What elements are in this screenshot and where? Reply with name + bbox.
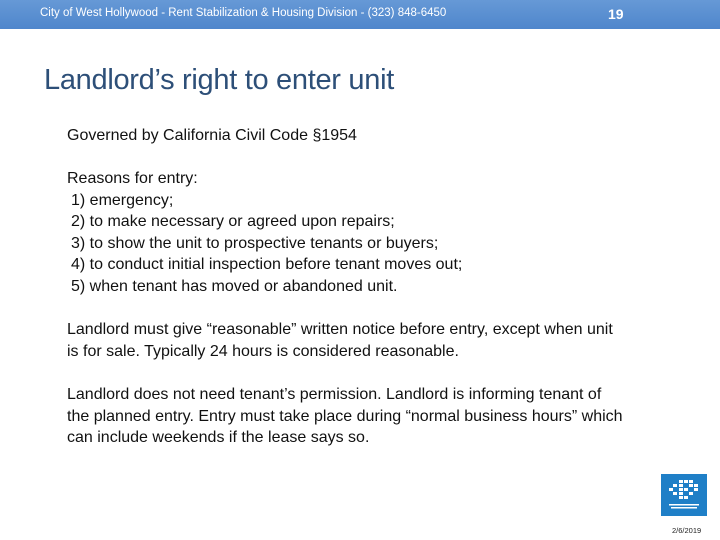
notice-paragraph: Landlord must give “reasonable” written notice before entry, except when unit is for sale. Typically 24 hours is considered reasonable. [67, 321, 613, 360]
reason-item: 1) emergency; [71, 191, 174, 209]
reason-item: 2) to make necessary or agreed upon repairs; [71, 213, 395, 230]
reason-item: 4) to conduct initial inspection before tenant moves out; [71, 256, 463, 273]
reasons-list [67, 168, 462, 297]
date-text: 2/6/2019 [672, 526, 702, 535]
permission-paragraph: Landlord does not need tenant’s permission. Landlord is informing tenant of the planned entry. Entry must take place during “normal business hours” which can include weekends if the lease says so. [67, 386, 623, 446]
reason-item: 5) when tenant has moved or abandoned unit. [71, 277, 398, 295]
city-logo-icon [661, 474, 707, 516]
governed-by-text: Governed by California Civil Code §1954 [67, 127, 357, 144]
header-text: City of West Hollywood - Rent Stabilization & Housing Division - (323) 848-6450 [40, 7, 447, 19]
header-bar [0, 0, 720, 29]
reason-item: 3) to show the unit to prospective tenants or buyers; [71, 234, 439, 252]
slide-number: 19 [608, 6, 624, 22]
slide-title: Landlord’s right to enter unit [44, 64, 394, 96]
reasons-heading: Reasons for entry: [67, 170, 198, 187]
